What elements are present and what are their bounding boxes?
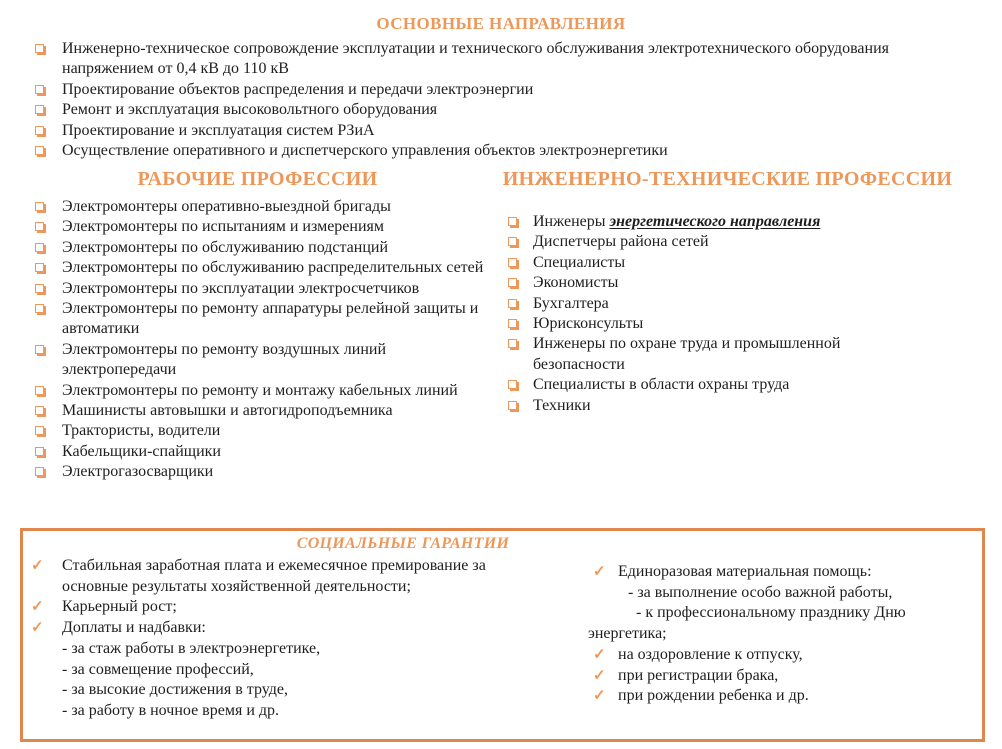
square-bullet-icon xyxy=(35,263,44,272)
list-item xyxy=(20,141,948,161)
worker-professions-list xyxy=(20,197,495,483)
list-item xyxy=(30,556,526,597)
square-bullet-icon xyxy=(35,386,44,395)
list-item xyxy=(30,680,526,701)
profession-emphasis: энергетического направления xyxy=(609,213,821,230)
list-item xyxy=(30,660,526,681)
list-item-text: Электромонтеры по эксплуатации электросчетчиков xyxy=(62,279,420,297)
list-item-text: Электромонтеры по обслуживанию распределительных сетей xyxy=(62,259,484,277)
list-item-text: Электромонтеры по ремонту воздушных линий электропередачи xyxy=(62,340,387,379)
check-icon: ✓ xyxy=(593,564,606,580)
list-item-text: Ремонт и эксплуатация высоковольтного оборудования xyxy=(62,101,438,119)
list-item-text: Кабельщики-спайщики xyxy=(62,442,221,460)
square-bullet-icon xyxy=(35,467,44,476)
list-item-text: Электромонтеры оперативно-выездной бригады xyxy=(62,198,391,215)
list-item xyxy=(20,442,495,462)
square-bullet-icon xyxy=(508,237,517,246)
list-item-text: Электрогазосварщики xyxy=(62,463,214,481)
square-bullet-icon xyxy=(35,85,44,94)
list-item-text: Бухгалтера xyxy=(533,294,609,312)
check-icon: ✓ xyxy=(593,646,606,663)
list-item xyxy=(20,299,495,340)
social-guarantees-title: СОЦИАЛЬНЫЕ ГАРАНТИИ xyxy=(296,535,510,552)
list-item xyxy=(20,401,495,421)
list-item xyxy=(30,618,526,639)
list-item-text: Экономисты xyxy=(533,274,619,292)
square-bullet-icon xyxy=(35,243,44,252)
list-item-text: Электромонтеры по ремонту аппаратуры релейной защиты и автоматики xyxy=(62,300,479,338)
list-item xyxy=(20,421,495,441)
engineering-professions-section xyxy=(500,167,955,416)
square-bullet-icon xyxy=(508,217,517,226)
check-icon: ✓ xyxy=(593,667,606,684)
list-item xyxy=(20,217,495,237)
list-item xyxy=(30,701,526,722)
check-icon: ✓ xyxy=(31,599,44,616)
list-item-text: Единоразовая материальная помощь: xyxy=(618,563,872,580)
square-bullet-icon xyxy=(35,222,44,231)
square-bullet-icon xyxy=(35,284,44,293)
list-item xyxy=(588,666,960,687)
list-item-text: Электромонтеры по ремонту и монтажу кабельных линий xyxy=(62,381,458,399)
social-guarantees-left-list xyxy=(30,556,526,722)
list-item-text: - за высокие достижения в труде, xyxy=(62,681,288,699)
square-bullet-icon xyxy=(508,380,517,389)
list-item-text: Трактористы, водители xyxy=(62,422,221,440)
list-item-text: Доплаты и надбавки: xyxy=(62,619,206,637)
list-item-text: Специалисты в области охраны труда xyxy=(533,376,790,394)
square-bullet-icon xyxy=(508,319,517,328)
square-bullet-icon xyxy=(35,406,44,415)
square-bullet-icon xyxy=(35,426,44,435)
list-item xyxy=(500,375,955,395)
list-item xyxy=(20,279,495,299)
list-item xyxy=(20,197,495,217)
list-item-text: Юрисконсульты xyxy=(533,315,644,333)
square-bullet-icon xyxy=(508,299,517,308)
list-item-text: Специалисты xyxy=(533,253,626,271)
list-item xyxy=(500,314,955,334)
list-item-text: Электромонтеры по испытаниям и измерениям xyxy=(62,218,385,236)
worker-professions-section xyxy=(20,167,495,483)
square-bullet-icon xyxy=(508,339,517,348)
square-bullet-icon xyxy=(35,44,44,53)
list-item xyxy=(20,258,495,278)
list-item xyxy=(588,686,960,707)
list-item-text: Стабильная заработная плата и ежемесячное премирование за основные результаты хозяйственной деятельности; xyxy=(62,557,486,595)
list-item-text: Проектирование и эксплуатация систем РЗиА xyxy=(62,121,375,139)
list-item xyxy=(500,273,955,293)
social-guarantees-right-list xyxy=(588,562,960,707)
list-item xyxy=(500,253,955,273)
square-bullet-icon xyxy=(35,202,44,211)
list-item-text: Карьерный рост; xyxy=(62,598,177,616)
check-icon: ✓ xyxy=(31,558,44,574)
engineering-professions-list xyxy=(500,212,955,416)
list-item xyxy=(500,396,955,416)
list-item-text: - за выполнение особо важной работы, xyxy=(628,583,893,601)
square-bullet-icon xyxy=(35,146,44,155)
list-item xyxy=(20,80,948,100)
list-item-text: Диспетчеры района сетей xyxy=(533,233,709,251)
check-icon: ✓ xyxy=(593,688,606,705)
square-bullet-icon xyxy=(508,278,517,287)
square-bullet-icon xyxy=(35,304,44,313)
list-item xyxy=(20,121,948,141)
list-item xyxy=(30,597,526,618)
engineering-professions-title: ИНЖЕНЕРНО-ТЕХНИЧЕСКИЕ ПРОФЕССИИ xyxy=(502,168,953,190)
list-item-text: при регистрации брака, xyxy=(618,666,779,684)
list-item xyxy=(500,212,955,232)
list-item-text: - к профессиональному празднику Дню энергетика; xyxy=(588,604,906,643)
list-item-text: - за работу в ночное время и др. xyxy=(62,701,280,719)
list-item xyxy=(588,645,960,666)
square-bullet-icon xyxy=(35,105,44,114)
list-item xyxy=(20,100,948,120)
list-item-text: при рождении ребенка и др. xyxy=(618,687,809,705)
list-item xyxy=(588,603,960,644)
profession-prefix: Инженеры xyxy=(533,213,610,230)
square-bullet-icon xyxy=(35,126,44,135)
list-item xyxy=(30,639,526,660)
list-item xyxy=(500,232,955,252)
list-item xyxy=(20,238,495,258)
list-item-text: - за стаж работы в электроэнергетике, xyxy=(62,639,321,657)
list-item-text: Машинисты автовышки и автогидроподъемника xyxy=(62,402,393,420)
list-item xyxy=(20,39,948,80)
list-item-text: Осуществление оперативного и диспетчерского управления объектов электроэнергетики xyxy=(62,142,668,160)
list-item-text: Проектирование объектов распределения и передачи электроэнергии xyxy=(62,80,534,98)
list-item xyxy=(500,294,955,314)
square-bullet-icon xyxy=(35,447,44,456)
square-bullet-icon xyxy=(508,401,517,410)
list-item xyxy=(20,381,495,401)
list-item-text: Техники xyxy=(533,396,591,414)
list-item-text: Инженерно-техническое сопровождение эксплуатации и технического обслуживания электротехнического оборудования напряжением от 0,4 кВ до 110 кВ xyxy=(62,40,889,78)
check-icon: ✓ xyxy=(31,620,44,637)
list-item-text: Электромонтеры по обслуживанию подстанций xyxy=(62,238,389,256)
list-item-text: на оздоровление к отпуску, xyxy=(618,645,803,663)
list-item-text xyxy=(533,213,820,230)
worker-professions-title: РАБОЧИЕ ПРОФЕССИИ xyxy=(137,168,378,190)
square-bullet-icon xyxy=(35,345,44,354)
list-item xyxy=(20,462,495,482)
list-item xyxy=(588,562,960,583)
list-item xyxy=(500,334,955,375)
list-item xyxy=(588,583,960,604)
list-item-text: Инженеры по охране труда и промышленной безопасности xyxy=(533,335,841,373)
main-directions-list xyxy=(20,39,948,161)
list-item xyxy=(20,340,495,381)
square-bullet-icon xyxy=(508,258,517,267)
social-guarantees-box xyxy=(20,528,985,742)
list-item-text: - за совмещение профессий, xyxy=(62,660,254,678)
main-directions-title: ОСНОВНЫЕ НАПРАВЛЕНИЯ xyxy=(376,14,626,33)
